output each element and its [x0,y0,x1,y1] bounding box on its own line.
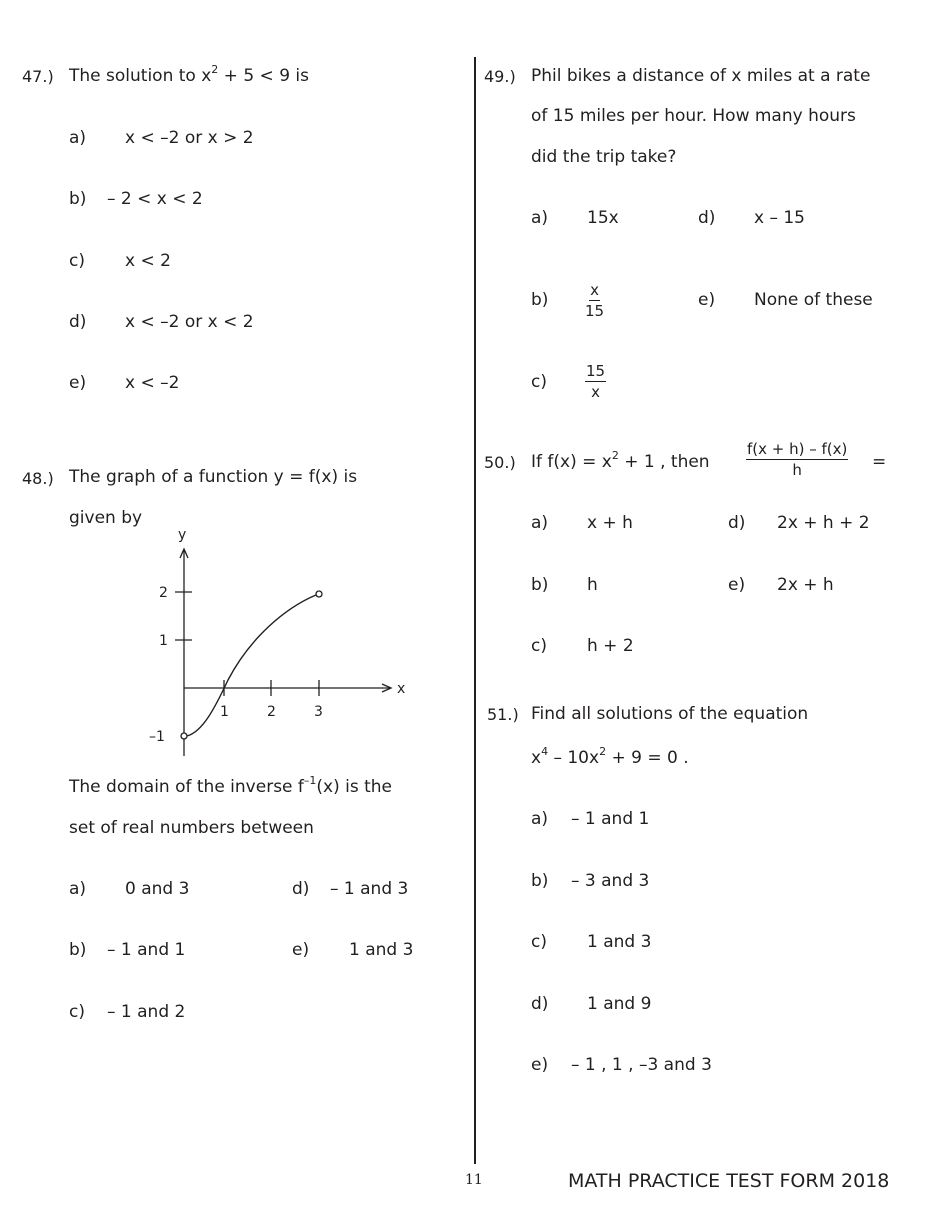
page-number: 11 [465,1172,483,1188]
fraction-numerator: x [590,281,599,299]
fraction-denominator: h [792,461,802,479]
x-tick-label: 3 [314,704,323,720]
footer-title: MATH PRACTICE TEST FORM 2018 [568,1170,890,1192]
choice-letter: d) [728,513,746,533]
fraction-denominator: x [591,383,600,401]
choice-text: x < –2 or x > 2 [125,128,254,148]
choice-letter: b) [531,575,549,595]
x-tick-label: 1 [220,704,229,720]
choice-letter: a) [531,809,549,829]
difference-quotient [746,440,848,479]
choice-text: x < –2 or x < 2 [125,312,254,332]
choice-letter: b) [69,189,87,209]
choice-letter: a) [69,879,87,899]
question-stem-line2: of 15 miles per hour. How many hours [531,106,856,126]
choice-letter: d) [531,994,549,1014]
choice-text: – 1 , 1 , –3 and 3 [571,1055,712,1075]
fraction-denominator: 15 [585,302,605,320]
choice-letter: c) [531,636,547,656]
choice-letter: a) [531,513,549,533]
choice-text: – 1 and 1 [571,809,650,829]
choice-text: – 1 and 1 [107,940,186,960]
choice-letter: d) [698,208,716,228]
x-axis-label: x [397,681,406,697]
choice-letter: c) [69,251,85,271]
choice-letter: e) [69,373,87,393]
y-tick-label: 1 [159,633,168,649]
choice-text: – 1 and 3 [330,879,409,899]
choice-text: 1 and 3 [349,940,414,960]
choice-letter: e) [728,575,746,595]
choice-letter: d) [69,312,87,332]
choice-text: – 3 and 3 [571,871,650,891]
choice-text: x < –2 [125,373,180,393]
question-stem: If $f(x) = x^2 + 1$ , then [531,449,710,472]
open-endpoint-right [316,591,322,597]
question-number: 50.) [484,453,516,472]
column-divider [474,57,476,1164]
question-stem-line1: Find all solutions of the equation [531,704,809,724]
choice-text: x + h [587,513,633,533]
choice-text: – 2 < x < 2 [107,189,203,209]
choice-letter: c) [69,1002,85,1022]
choice-letter: e) [531,1055,549,1075]
question-stem: The solution to $x^2 + 5 < 9$ is [69,63,310,86]
question-number: 48.) [22,469,54,488]
function-curve [187,595,316,736]
domain-question-line1: The domain of the inverse $f^{-1}(x)$ is the [69,774,393,797]
question-stem-line1: Phil bikes a distance of x miles at a rate [531,66,871,86]
function-graph [140,520,420,760]
choice-letter: a) [69,128,87,148]
choice-text: 2x + h [777,575,834,595]
choice-letter: a) [531,208,549,228]
fraction-numerator: 15 [586,362,606,380]
choice-text: x < 2 [125,251,171,271]
question-stem-line2: given by [69,508,143,528]
fraction-x-over-15 [585,281,604,320]
domain-question-line2: set of real numbers between [69,818,314,838]
choice-letter: e) [698,290,716,310]
choice-text: 1 and 9 [587,994,652,1014]
question-stem-line3: did the trip take? [531,147,677,167]
choice-text: 1 and 3 [587,932,652,952]
equals-sign: = [872,452,887,472]
choice-text: – 1 and 2 [107,1002,186,1022]
question-equation: $x^4 - 10x^2 + 9 = 0$ . [531,745,689,768]
y-axis-label: y [178,527,187,543]
choice-letter: b) [531,871,549,891]
choice-text: x – 15 [754,208,805,228]
question-number: 49.) [484,67,516,86]
x-tick-label: 2 [267,704,276,720]
question-number: 47.) [22,67,54,86]
fraction-numerator: f(x + h) – f(x) [747,440,848,458]
choice-letter: d) [292,879,310,899]
y-tick-label: 2 [159,585,168,601]
question-number: 51.) [487,705,519,724]
choice-letter: c) [531,372,547,392]
choice-text: 0 and 3 [125,879,190,899]
choice-text: h [587,575,598,595]
choice-letter: b) [531,290,549,310]
choice-text: 15x [587,208,619,228]
choice-letter: b) [69,940,87,960]
y-tick-label: –1 [149,729,165,745]
choice-letter: e) [292,940,310,960]
fraction-15-over-x [585,362,606,401]
choice-text: 2x + h + 2 [777,513,870,533]
choice-letter: c) [531,932,547,952]
choice-text: h + 2 [587,636,634,656]
choice-text: None of these [754,290,873,310]
open-endpoint-left [181,733,187,739]
question-stem-line1: The graph of a function y = f(x) is [69,467,358,487]
